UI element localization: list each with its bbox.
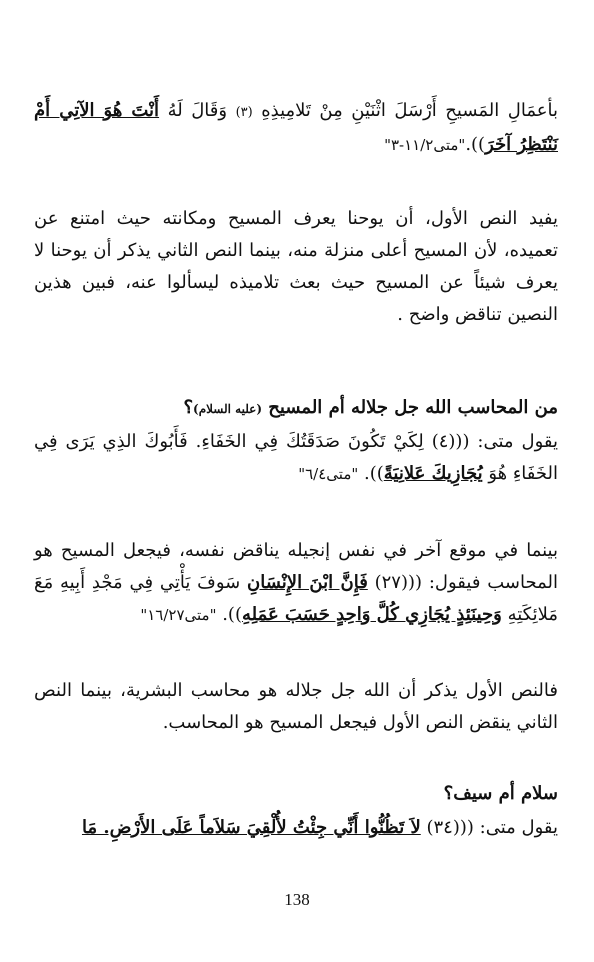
paragraph-1 (34, 95, 558, 161)
heading-1-honorific: (عليه السلام) (193, 402, 263, 416)
section-heading-2: سلام أم سيف؟ (443, 783, 558, 804)
verse-number: (٣) (235, 105, 253, 120)
paragraph-6-text-a: يقول متى: (((٣٤) (420, 817, 558, 838)
paragraph-1-text-b: وَقَالَ لَهُ (159, 100, 236, 121)
paragraph-4 (34, 535, 558, 631)
paragraph-4-text-a: بينما في موقع آخر في نفس إنجيله يناقض نفسه، فيجعل المسيح هو المحاسب فيقول: (((٢٧) (34, 540, 559, 593)
paragraph-4-text-c: )). (216, 604, 242, 625)
heading-1-text-a: من المحاسب الله جل جلاله أم المسيح (262, 397, 558, 418)
paragraph-3-text-a: يقول متى: (((٤) لِكَيْ تَكُونَ صَدَقَتُكَ فِي الخَفَاءِ. فَأَبُوكَ الذِي يَرَى فِي الخَفَاءِ هُوَ (34, 431, 558, 484)
paragraph-1-text-a: بأعمَالِ المَسيحِ أَرْسَلَ اثْنَيْنِ مِنْ تَلامِيذِهِ (252, 100, 558, 121)
heading-1-text-b: ؟ (183, 397, 194, 418)
paragraph-3 (34, 426, 558, 490)
quote-4: وَحِينَئِذٍ يُجَازِي كُلَّ وَاحِدٍ حَسَبَ عَمَلِهِ (241, 604, 502, 625)
quote-2: يُجَازِيكَ عَلانِيَةً (383, 463, 483, 484)
reference-3: "متى١٦/٢٧" (140, 606, 217, 624)
quote-1: أَنْتَ هُوَ الآتِي أَمْ نَنْتَظِرُ آخَرَ (34, 100, 558, 155)
reference-2: "متى٦/٤" (298, 465, 359, 483)
paragraph-2: يفيد النص الأول، أن يوحنا يعرف المسيح ومكانته حيث امتنع عن تعميده، لأن المسيح أعلى منزلة منه، بينما النص الثاني يذكر أن يوحنا لا يعرف شيئاً عن المسيح حيث بعث تلاميذه ليسألوا عنه، فبين هذين النصين تناقض واضح . (34, 208, 558, 325)
paragraph-3-text-b: )). (358, 463, 384, 484)
page-number: 138 (284, 890, 310, 909)
reference-1: "متى١١/٢-٣" (384, 136, 466, 154)
paragraph-5: فالنص الأول يذكر أن الله جل جلاله هو محاسب البشرية، بينما النص الثاني ينقض النص الأول فيجعل المسيح هو المحاسب. (34, 680, 558, 733)
paragraph-4-text-b: سَوفَ يَأْتِي فِي مَجْدِ أَبِيهِ مَعَ مَلائِكَتِهِ (34, 572, 558, 625)
section-heading-1 (34, 393, 558, 424)
quote-3: فَإِنَّ ابْنَ الإِنْسَانِ (247, 572, 368, 593)
paragraph-6 (34, 812, 558, 844)
paragraph-1-text-c: )). (465, 134, 486, 155)
quote-5: لاَ تَظُنُّوا أَنِّي جِئْتُ لأُلْقِيَ سَلاَماً عَلَى الأَرْضِ. مَا (81, 817, 421, 838)
